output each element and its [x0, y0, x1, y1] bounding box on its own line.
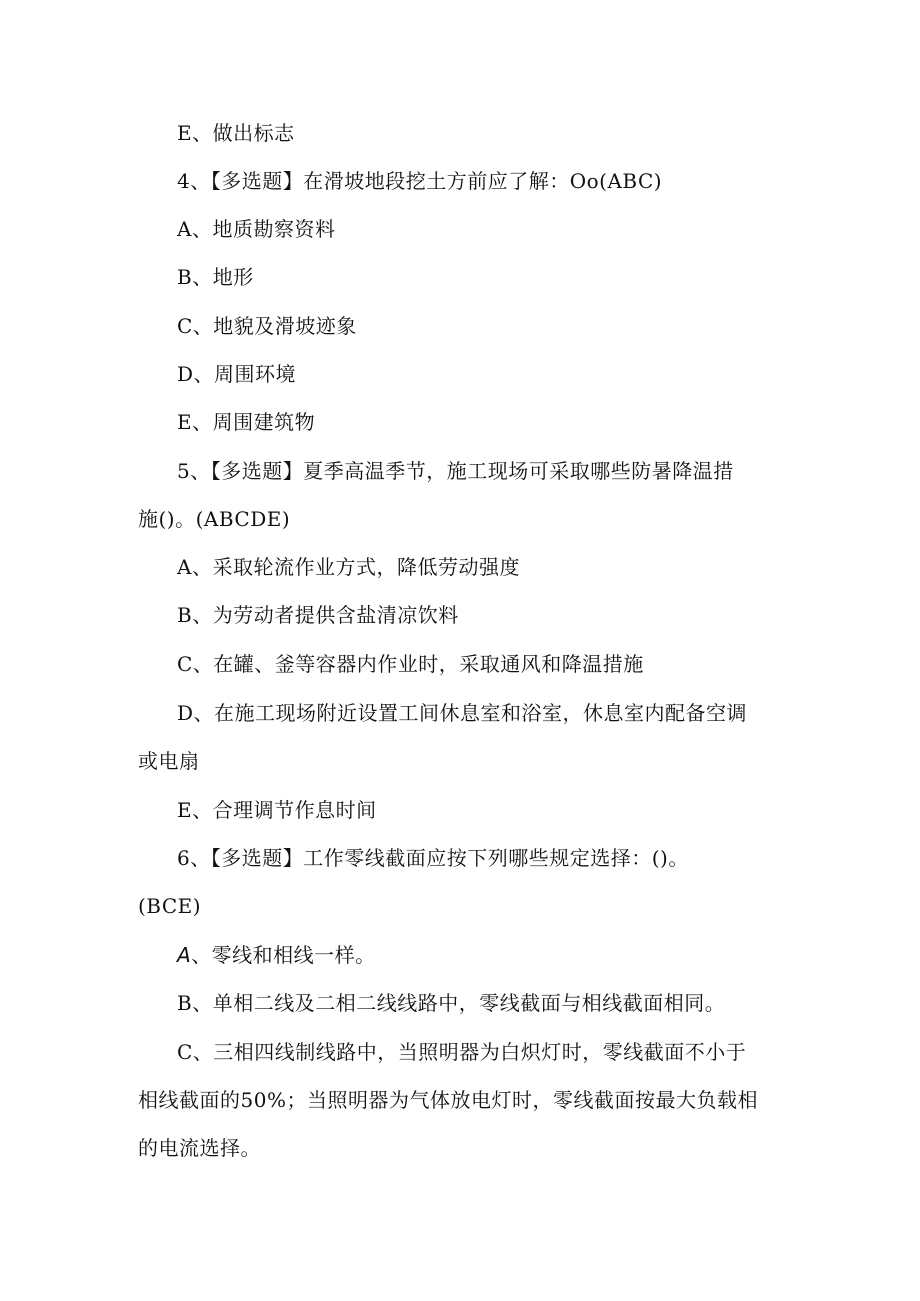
option-6a [177, 942, 376, 968]
option-6a-text: 、零线和相线一样。 [191, 943, 376, 967]
option-4d: D、周围环境 [177, 362, 297, 386]
option-6c-continued-2: 的电流选择。 [138, 1136, 261, 1160]
option-5c: C、在罐、釜等容器内作业时，采取通风和降温措施 [177, 652, 644, 676]
question-5: 5、【多选题】夏季高温季节，施工现场可采取哪些防暑降温措 [177, 459, 734, 483]
option-4b: B、地形 [177, 265, 254, 289]
option-4a: A、地质勘察资料 [177, 217, 336, 241]
option-5a: A、采取轮流作业方式，降低劳动强度 [177, 555, 520, 579]
option-4c: C、地貌及滑坡迹象 [177, 314, 357, 338]
option-6c-continued: 相线截面的50%；当照明器为气体放电灯时，零线截面按最大负载相 [138, 1088, 758, 1112]
option-3e: E、做出标志 [177, 121, 295, 145]
option-4e: E、周围建筑物 [177, 410, 316, 434]
question-4: 4、【多选题】在滑坡地段挖土方前应了解：Oo(ABC) [177, 169, 663, 193]
option-5b: B、为劳动者提供含盐清凉饮料 [177, 603, 459, 627]
option-6a-letter: A [177, 943, 192, 967]
option-6c: C、三相四线制线路中，当照明器为白炽灯时，零线截面不小于 [177, 1040, 747, 1064]
question-5-continued: 施()。(ABCDE) [138, 507, 291, 531]
question-6-answer: (BCE) [138, 894, 202, 918]
option-6b: B、单相二线及二相二线线路中，零线截面与相线截面相同。 [177, 991, 726, 1015]
option-5e: E、合理调节作息时间 [177, 798, 377, 822]
option-5d: D、在施工现场附近设置工间休息室和浴室，休息室内配备空调 [177, 701, 748, 725]
question-6: 6、【多选题】工作零线截面应按下列哪些规定选择：()。 [177, 846, 689, 870]
option-5d-continued: 或电扇 [138, 749, 200, 773]
